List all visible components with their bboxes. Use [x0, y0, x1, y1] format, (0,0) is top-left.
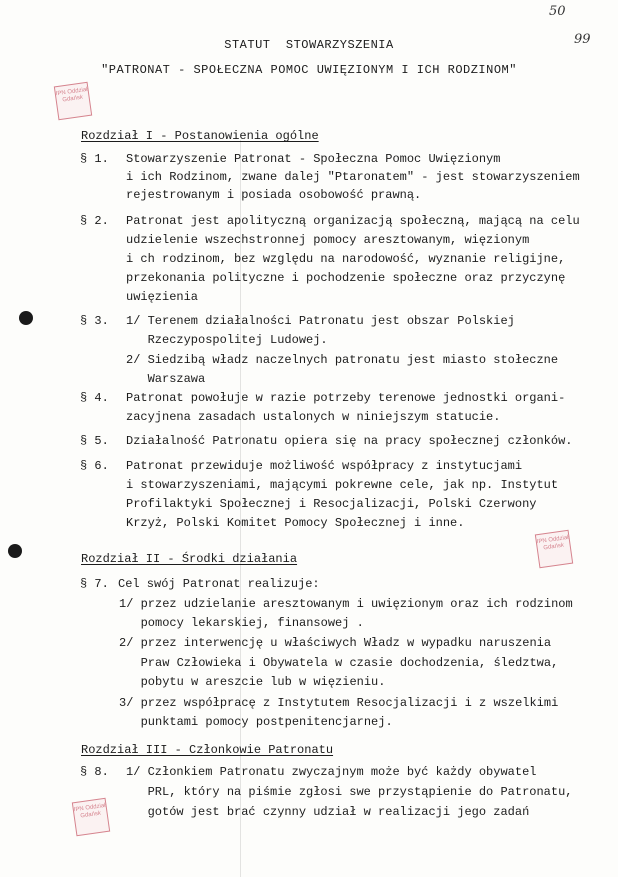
text-line: zacyjnena zasadach ustalonych w niniejszym statucie.: [126, 410, 501, 424]
text-line: Krzyż, Polski Komitet Pomocy Społecznej i inne.: [126, 516, 465, 530]
text-line: 2/ przez interwencję u właściwych Władz w wypadku naruszenia: [119, 636, 552, 650]
chapter-heading: Rozdział III - Członkowie Patronatu: [81, 743, 334, 757]
text-line: i ch rodzinom, bez względu na narodowość, wyznanie religijne,: [126, 252, 566, 266]
text-line: Stowarzyszenie Patronat - Społeczna Pomoc Uwięzionym: [126, 152, 501, 166]
text-line: Patronat jest apolityczną organizacją społeczną, mającą na celu: [126, 214, 580, 228]
section-label: § 5.: [80, 434, 109, 448]
text-line: punktami pomocy postpenitencjarnej.: [119, 715, 393, 729]
punch-hole: [8, 544, 22, 558]
section-label: § 1.: [80, 152, 109, 166]
text-line: 1/ przez udzielanie aresztowanym i uwięzionym oraz ich rodzinom: [119, 597, 573, 611]
text-line: Profilaktyki Społecznej i Resocjalizacji, Polski Czerwony: [126, 497, 537, 511]
text-line: rejestrowanym i posiada osobowość prawną.: [126, 188, 422, 202]
handwritten-page-number: 99: [574, 32, 591, 47]
archive-stamp: IPN Oddział Gdańsk: [54, 82, 92, 120]
text-line: Patronat przewiduje możliwość współpracy z instytucjami: [126, 459, 523, 473]
text-line: 2/ Siedzibą władz naczelnych patronatu jest miasto stołeczne: [126, 353, 559, 367]
text-line: udzielenie wszechstronnej pomocy aresztowanym, więzionym: [126, 233, 530, 247]
section-label: § 2.: [80, 214, 109, 228]
text-line: Patronat powołuje w razie potrzeby terenowe jednostki organi-: [126, 391, 566, 405]
text-line: 3/ przez współpracę z Instytutem Resocjalizacji i z wszelkimi: [119, 696, 559, 710]
text-line: 1/ Członkiem Patronatu zwyczajnym może być każdy obywatel: [126, 765, 537, 779]
text-line: pobytu w areszcie lub w więzieniu.: [119, 675, 386, 689]
text-line: PRL, który na piśmie zgłosi swe przystąpienie do Patronatu,: [126, 785, 573, 799]
text-line: pomocy lekarskiej, finansowej .: [119, 616, 364, 630]
text-line: Warszawa: [126, 372, 206, 386]
text-line: i ich Rodzinom, zwane dalej "Ptaronatem" - jest stowarzyszeniem: [126, 170, 580, 184]
text-line: Rzeczypospolitej Ludowej.: [126, 333, 328, 347]
section-label: § 7.: [80, 577, 109, 591]
chapter-heading: Rozdział II - Środki działania: [81, 552, 298, 566]
text-line: gotów jest brać czynny udział w realizacji jego zadań: [126, 805, 530, 819]
document-title: STATUT STOWARZYSZENIA: [224, 38, 394, 52]
section-label: § 8.: [80, 765, 109, 779]
text-line: 1/ Terenem działalności Patronatu jest obszar Polskiej: [126, 314, 515, 328]
text-line: uwięzienia: [126, 290, 199, 304]
text-line: i stowarzyszeniami, mającymi pokrewne cele, jak np. Instytut: [126, 478, 559, 492]
section-label: § 3.: [80, 314, 109, 328]
handwritten-number: 50: [549, 4, 566, 19]
document-subtitle: "PATRONAT - SPOŁECZNA POMOC UWIĘZIONYM I ICH RODZINOM": [101, 63, 517, 77]
section-label: § 6.: [80, 459, 109, 473]
archive-stamp: IPN Oddział Gdańsk: [72, 798, 110, 836]
punch-hole: [19, 311, 33, 325]
archive-stamp: IPN Oddział Gdańsk: [535, 530, 573, 568]
chapter-heading: Rozdział I - Postanowienia ogólne: [81, 129, 319, 143]
text-line: Cel swój Patronat realizuje:: [118, 577, 320, 591]
text-line: Praw Człowieka i Obywatela w czasie dochodzenia, śledztwa,: [119, 656, 559, 670]
text-line: przekonania polityczne i pochodzenie społeczne oraz przyczynę: [126, 271, 566, 285]
section-label: § 4.: [80, 391, 109, 405]
text-line: Działalność Patronatu opiera się na pracy społecznej członków.: [126, 434, 573, 448]
